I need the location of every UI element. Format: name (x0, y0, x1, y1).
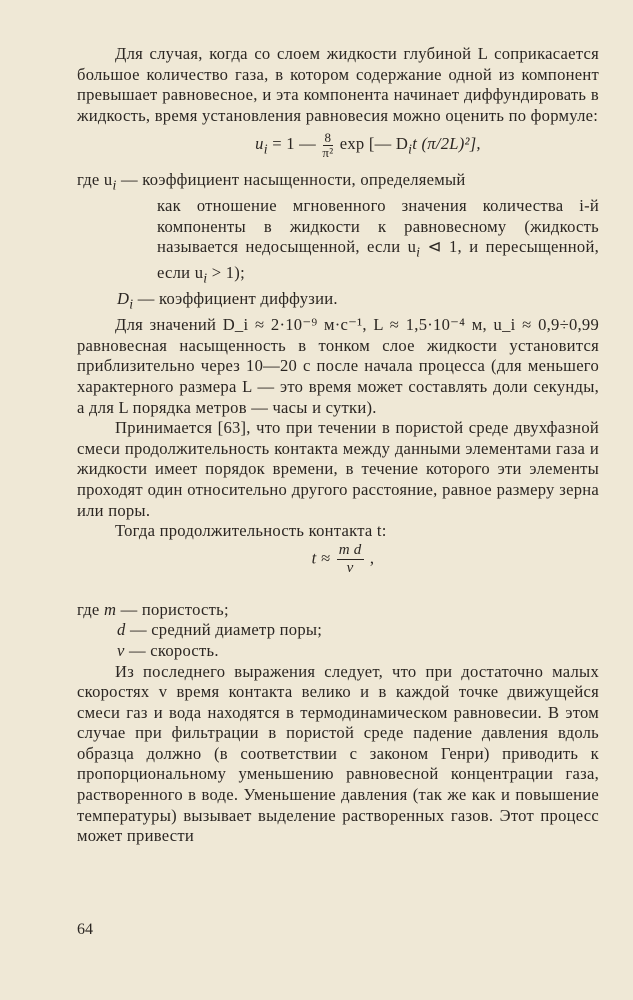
definition-v: v — скорость. (117, 640, 219, 660)
definition-m: где m — пористость; (77, 599, 229, 619)
paragraph-equilibrium: Из последнего выражения следует, что при достаточно малых скоростях v время контакта велико и в каждой точке движущейся смеси газ и вода находятся в термодинамическом равновесии. В этом случае при фильтрации в пористой среде падение давления вдоль образца должно (в соответствии с законом Генри) приводить к пропорциональному уменьшению равновесной концентрации газа, растворенного в воде. Уменьшение давления (так же как и повышение температуры) вызывает выделение растворенных газов. Этот процесс может привести (77, 661, 599, 846)
fraction-md-over-v: $\frac{\text{m d}}{v}$ (338, 541, 362, 576)
text-block (77, 44, 599, 847)
paragraph-contact-time: Тогда продолжительность контакта t: (115, 521, 387, 541)
formula-saturation: $u_i = 1$ — $\frac{8}{\text{π²}}$ exp [— $D_it$ (π/2L)²], (255, 130, 481, 161)
formula-contact-time: t ≈ $\frac{\text{m d}}{v}$ , (311, 541, 375, 576)
paragraph-reference-63: Принимается [63], что при течении в пористой среде двухфазной смеси продолжительность контакта между данными элементами газа и жидкости имеет порядок времени, в течение которого эти элементы проходят один относительно другого расстояние, равное размеру зерна или поры. (77, 418, 599, 520)
page-number: 64 (77, 921, 93, 938)
fraction-8-over-pi2: $\frac{8}{\text{π²}}$ (322, 130, 334, 161)
paragraph-gas-contact: Для случая, когда со слоем жидкости глубиной L соприкасается большое количество газа, в котором содержание одной из компонент превышает равновесное, и эта компонента начинает диффундировать в жидкость, время установления равновесия можно оценить по формуле: (77, 44, 599, 125)
definitions-list (77, 600, 599, 662)
paragraph-values: Для значений D_i ≈ 2·10⁻⁹ м·с⁻¹, L ≈ 1,5·10⁻⁴ м, u_i ≈ 0,9÷0,99 равновесная насыщенность в тонком слое жидкости установится приблизительно через 10—20 с после начала процесса (для меньшего характерного размера L — это время может составлять доли секунды, а для L порядка метров — часы и сутки). (77, 315, 599, 417)
definition-d: d — средний диаметр поры; (117, 620, 323, 640)
definition-di: $D_i$ — коэффициент диффузии. (117, 289, 338, 312)
definition-ui: где $u_i$ — коэффициент насыщенности, определяемый как отношение мгновенного значения количества i-й компоненты в жидкости к равновесному (жидкость называется недосыщенной, если $u_i$ ⊲ 1, и пересыщенной, если $u_i > 1$); (77, 170, 600, 286)
